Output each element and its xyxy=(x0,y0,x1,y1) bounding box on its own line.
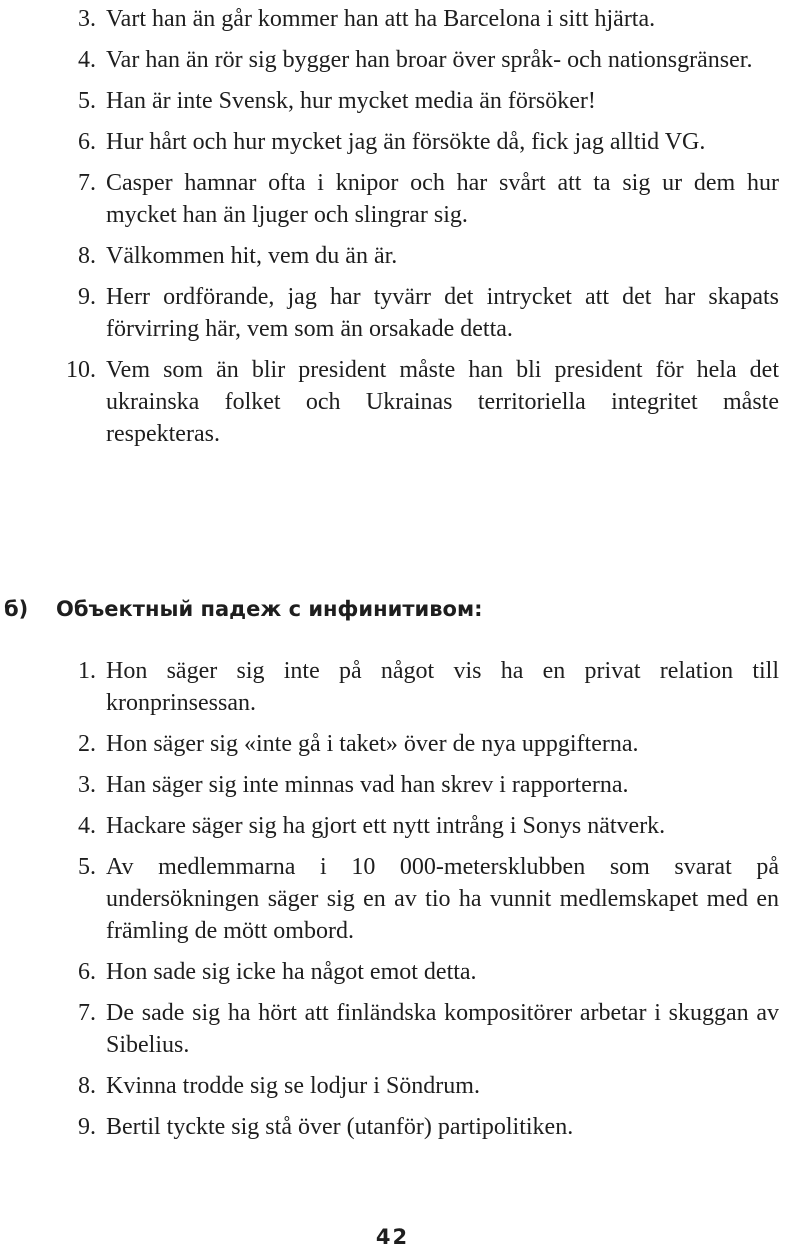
list-item xyxy=(0,810,785,842)
list-item xyxy=(0,655,785,719)
item-number: 10. xyxy=(66,357,96,383)
item-text: Vem som än blir president måste han bli president för hela det ukrainska folket och Ukrainas territoriella integritet måste respekteras. xyxy=(106,357,779,447)
list-item xyxy=(0,728,785,760)
item-number: 4. xyxy=(78,813,96,839)
item-number: 5. xyxy=(78,854,96,880)
item-text: De sade sig ha hört att finländska kompositörer arbetar i skuggan av Sibelius. xyxy=(106,1000,779,1058)
item-number: 3. xyxy=(78,772,96,798)
exercise-list-a xyxy=(0,3,785,459)
item-text: Herr ordförande, jag har tyvärr det intrycket att det har skapats förvirring här, vem som än orsakade detta. xyxy=(106,284,779,342)
list-item xyxy=(0,281,785,345)
item-text: Välkommen hit, vem du än är. xyxy=(106,243,398,269)
item-number: 7. xyxy=(78,170,96,196)
item-text: Hon säger sig inte på något vis ha en privat relation till kronprinsessan. xyxy=(106,658,779,716)
exercise-list-b xyxy=(0,655,785,1152)
list-item xyxy=(0,3,785,35)
item-number: 3. xyxy=(78,6,96,32)
item-text: Han säger sig inte minnas vad han skrev i rapporterna. xyxy=(106,772,629,798)
list-item xyxy=(0,44,785,76)
item-number: 6. xyxy=(78,129,96,155)
list-item xyxy=(0,1070,785,1102)
section-title: Объектный падеж с инфинитивом: xyxy=(56,597,483,621)
list-item xyxy=(0,769,785,801)
item-text: Vart han än går kommer han att ha Barcelona i sitt hjärta. xyxy=(106,6,656,32)
item-number: 7. xyxy=(78,1000,96,1026)
item-number: 4. xyxy=(78,47,96,73)
item-text: Bertil tyckte sig stå över (utanför) partipolitiken. xyxy=(106,1114,574,1140)
item-text: Han är inte Svensk, hur mycket media än försöker! xyxy=(106,88,596,114)
item-text: Hackare säger sig ha gjort ett nytt intrång i Sonys nätverk. xyxy=(106,813,666,839)
item-text: Casper hamnar ofta i knipor och har svårt att ta sig ur dem hur mycket han än ljuger och slingrar sig. xyxy=(106,170,779,228)
item-number: 1. xyxy=(78,658,96,684)
item-text: Hon sade sig icke ha något emot detta. xyxy=(106,959,477,985)
item-number: 9. xyxy=(78,284,96,310)
list-item xyxy=(0,1111,785,1143)
item-number: 2. xyxy=(78,731,96,757)
section-heading xyxy=(4,597,483,621)
item-number: 8. xyxy=(78,1073,96,1099)
list-item xyxy=(0,354,785,450)
list-item xyxy=(0,956,785,988)
item-number: 9. xyxy=(78,1114,96,1140)
item-text: Var han än rör sig bygger han broar över språk- och nationsgränser. xyxy=(106,47,753,73)
list-item xyxy=(0,167,785,231)
list-item xyxy=(0,851,785,947)
item-text: Hur hårt och hur mycket jag än försökte då, fick jag alltid VG. xyxy=(106,129,706,155)
list-item xyxy=(0,240,785,272)
item-text: Av medlemmarna i 10 000-metersklubben som svarat på undersökningen säger sig en av tio ha vunnit medlemskapet med en främling de mött ombord. xyxy=(106,854,779,944)
item-number: 5. xyxy=(78,88,96,114)
page-number: 42 xyxy=(375,1225,410,1249)
section-marker: б) xyxy=(4,597,29,621)
list-item xyxy=(0,126,785,158)
list-item xyxy=(0,997,785,1061)
item-number: 8. xyxy=(78,243,96,269)
list-item xyxy=(0,85,785,117)
item-text: Kvinna trodde sig se lodjur i Söndrum. xyxy=(106,1073,480,1099)
item-text: Hon säger sig «inte gå i taket» över de nya uppgifterna. xyxy=(106,731,639,757)
item-number: 6. xyxy=(78,959,96,985)
